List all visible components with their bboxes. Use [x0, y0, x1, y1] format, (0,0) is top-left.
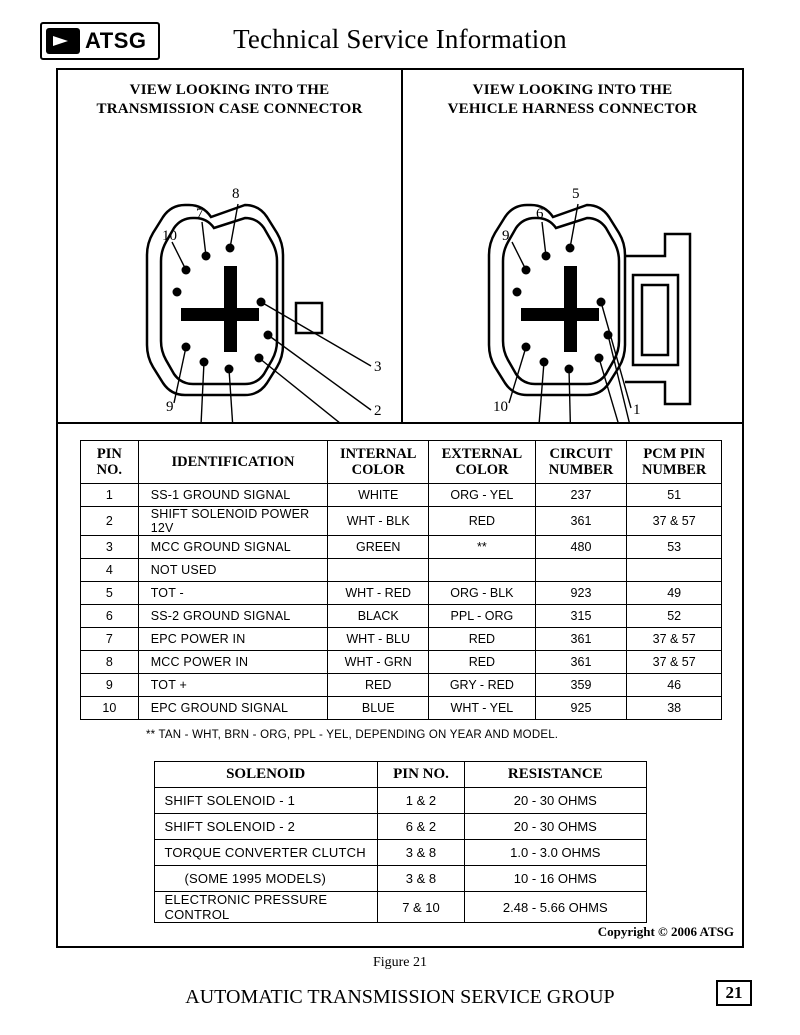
cell-pcm-pin: 38 — [627, 697, 722, 720]
cell-circuit-number: 237 — [535, 484, 627, 507]
cell-circuit-number: 361 — [535, 651, 627, 674]
cell-pcm-pin: 37 & 57 — [627, 507, 722, 536]
pin-table-header-identification — [138, 441, 328, 484]
cell-identification: EPC GROUND SIGNAL — [138, 697, 328, 720]
cell-identification: SS-1 GROUND SIGNAL — [138, 484, 328, 507]
cell-external-color: RED — [429, 507, 535, 536]
cell-external-color: PPL - ORG — [429, 605, 535, 628]
pin-table-header-internal-color — [328, 441, 429, 484]
table-row — [81, 536, 722, 559]
right-pane-title-line2: VEHICLE HARNESS CONNECTOR — [447, 101, 698, 117]
page-number: 21 — [716, 980, 752, 1006]
left-pin-label-2: 2 — [374, 403, 382, 419]
cell-circuit-number: 359 — [535, 674, 627, 697]
cell-pin: 7 — [81, 628, 139, 651]
left-pin-label-8: 8 — [232, 186, 240, 202]
cell-pin: 10 — [81, 697, 139, 720]
left-pin-label-7: 7 — [196, 206, 204, 222]
cell-solenoid-name: SHIFT SOLENOID - 2 — [154, 814, 377, 840]
table-row — [154, 788, 646, 814]
solenoid-table-container — [58, 761, 742, 923]
cell-identification: NOT USED — [138, 559, 328, 582]
table-row — [81, 628, 722, 651]
left-pane-title-line1: VIEW LOOKING INTO THE — [129, 82, 330, 98]
right-pin-label-1: 1 — [633, 402, 641, 418]
cell-pcm-pin: 37 & 57 — [627, 628, 722, 651]
right-pin-label-6: 6 — [536, 206, 544, 222]
atsg-logo-text: ATSG — [85, 28, 147, 53]
cell-circuit-number: 315 — [535, 605, 627, 628]
table-row — [81, 582, 722, 605]
table-row — [81, 674, 722, 697]
cell-pin: 2 — [81, 507, 139, 536]
header-external-line2: COLOR — [455, 462, 509, 478]
pin-table-header-row — [81, 441, 722, 484]
pin-table-header-pin-no — [81, 441, 139, 484]
table-row — [154, 840, 646, 866]
cell-internal-color: BLUE — [328, 697, 429, 720]
vehicle-harness-connector-pane — [403, 70, 742, 422]
cell-identification: TOT + — [138, 674, 328, 697]
cell-circuit-number: 361 — [535, 628, 627, 651]
cell-external-color: WHT - YEL — [429, 697, 535, 720]
right-pin-label-10: 10 — [493, 399, 508, 415]
cell-solenoid-resistance: 1.0 - 3.0 OHMS — [465, 840, 646, 866]
cell-external-color: ORG - YEL — [429, 484, 535, 507]
pin-table-container — [58, 424, 742, 741]
cell-internal-color: RED — [328, 674, 429, 697]
cell-solenoid-pin: 3 & 8 — [377, 866, 464, 892]
header-circuit-line1: CIRCUIT — [549, 446, 613, 462]
right-pane-title-line1: VIEW LOOKING INTO THE — [472, 82, 673, 98]
table-row — [154, 866, 646, 892]
cell-pcm-pin: 49 — [627, 582, 722, 605]
page-header — [0, 22, 800, 68]
figure-label: Figure 21 — [372, 955, 428, 970]
cell-solenoid-name: (SOME 1995 MODELS) — [154, 866, 377, 892]
cell-external-color: GRY - RED — [429, 674, 535, 697]
cell-external-color: RED — [429, 628, 535, 651]
right-pin-label-9: 9 — [502, 228, 510, 244]
transmission-case-connector-pane — [58, 70, 403, 422]
pin-table-header-circuit-number — [535, 441, 627, 484]
cell-circuit-number — [535, 559, 627, 582]
solenoid-header-solenoid: SOLENOID — [154, 762, 377, 788]
cell-pin: 3 — [81, 536, 139, 559]
header-identification-line1: IDENTIFICATION — [171, 454, 295, 470]
header-internal-line1: INTERNAL — [339, 446, 417, 462]
cell-identification: EPC POWER IN — [138, 628, 328, 651]
cell-pcm-pin: 46 — [627, 674, 722, 697]
left-pin-label-10: 10 — [162, 228, 177, 244]
cell-solenoid-name: ELECTRONIC PRESSURE CONTROL — [154, 892, 377, 923]
pin-table-header-pcm-pin-number — [627, 441, 722, 484]
header-pin-no-line1: PIN NO. — [96, 446, 123, 478]
cell-internal-color: WHT - BLK — [328, 507, 429, 536]
cell-circuit-number: 480 — [535, 536, 627, 559]
cell-solenoid-pin: 6 & 2 — [377, 814, 464, 840]
header-external-line1: EXTERNAL — [441, 446, 523, 462]
header-internal-line2: COLOR — [351, 462, 405, 478]
cell-internal-color: WHT - GRN — [328, 651, 429, 674]
cell-solenoid-name: SHIFT SOLENOID - 1 — [154, 788, 377, 814]
cell-solenoid-name: TORQUE CONVERTER CLUTCH — [154, 840, 377, 866]
cell-pcm-pin: 51 — [627, 484, 722, 507]
cell-pcm-pin: 52 — [627, 605, 722, 628]
table-row — [81, 651, 722, 674]
cell-internal-color — [328, 559, 429, 582]
right-pin-label-5: 5 — [572, 186, 580, 202]
content-box — [56, 68, 744, 948]
cell-internal-color: WHT - BLU — [328, 628, 429, 651]
cell-solenoid-resistance: 10 - 16 OHMS — [465, 866, 646, 892]
solenoid-table-header-row — [154, 762, 646, 788]
left-pin-label-9: 9 — [166, 399, 174, 415]
table-row — [81, 697, 722, 720]
cell-external-color: ORG - BLK — [429, 582, 535, 605]
cell-internal-color: BLACK — [328, 605, 429, 628]
left-pane-title-line2: TRANSMISSION CASE CONNECTOR — [96, 101, 363, 117]
table-row — [154, 814, 646, 840]
cell-internal-color: WHT - RED — [328, 582, 429, 605]
cell-identification: MCC GROUND SIGNAL — [138, 536, 328, 559]
cell-identification: SS-2 GROUND SIGNAL — [138, 605, 328, 628]
header-pcm-line2: NUMBER — [641, 462, 707, 478]
solenoid-header-pin-no: PIN NO. — [377, 762, 464, 788]
cell-solenoid-pin: 3 & 8 — [377, 840, 464, 866]
cell-external-color: ** — [429, 536, 535, 559]
cell-identification: SHIFT SOLENOID POWER 12V — [138, 507, 328, 536]
cell-pcm-pin — [627, 559, 722, 582]
cell-circuit-number: 925 — [535, 697, 627, 720]
connector-diagrams — [58, 70, 742, 424]
cell-identification: MCC POWER IN — [138, 651, 328, 674]
solenoid-table — [154, 761, 647, 923]
left-connector-drawing — [58, 70, 403, 422]
table-row — [81, 559, 722, 582]
pin-table — [80, 440, 722, 720]
cell-solenoid-pin: 1 & 2 — [377, 788, 464, 814]
right-connector-drawing — [403, 70, 742, 422]
cell-pcm-pin: 53 — [627, 536, 722, 559]
cell-pin: 1 — [81, 484, 139, 507]
left-pin-label-3: 3 — [374, 359, 382, 375]
cell-solenoid-resistance: 20 - 30 OHMS — [465, 788, 646, 814]
table-row — [81, 484, 722, 507]
cell-circuit-number: 361 — [535, 507, 627, 536]
cell-solenoid-resistance: 20 - 30 OHMS — [465, 814, 646, 840]
header-pcm-line1: PCM PIN — [643, 446, 705, 462]
cell-pin: 8 — [81, 651, 139, 674]
page-title: Technical Service Information — [233, 24, 567, 54]
copyright-notice: Copyright © 2006 ATSG — [597, 924, 734, 939]
table-row — [154, 892, 646, 923]
pin-table-header-external-color — [429, 441, 535, 484]
footer-title: AUTOMATIC TRANSMISSION SERVICE GROUP — [185, 986, 615, 1008]
cell-solenoid-pin: 7 & 10 — [377, 892, 464, 923]
cell-circuit-number: 923 — [535, 582, 627, 605]
cell-identification: TOT - — [138, 582, 328, 605]
cell-external-color — [429, 559, 535, 582]
cell-solenoid-resistance: 2.48 - 5.66 OHMS — [465, 892, 646, 923]
header-circuit-line2: NUMBER — [548, 462, 614, 478]
table-row — [81, 605, 722, 628]
cell-internal-color: GREEN — [328, 536, 429, 559]
cell-pin: 6 — [81, 605, 139, 628]
cell-pcm-pin: 37 & 57 — [627, 651, 722, 674]
cell-pin: 9 — [81, 674, 139, 697]
cell-external-color: RED — [429, 651, 535, 674]
cell-pin: 4 — [81, 559, 139, 582]
table-row — [81, 507, 722, 536]
cell-internal-color: WHITE — [328, 484, 429, 507]
cell-pin: 5 — [81, 582, 139, 605]
pin-table-footnote: ** TAN - WHT, BRN - ORG, PPL - YEL, DEPENDING ON YEAR AND MODEL. — [146, 729, 559, 741]
solenoid-header-resistance: RESISTANCE — [465, 762, 646, 788]
